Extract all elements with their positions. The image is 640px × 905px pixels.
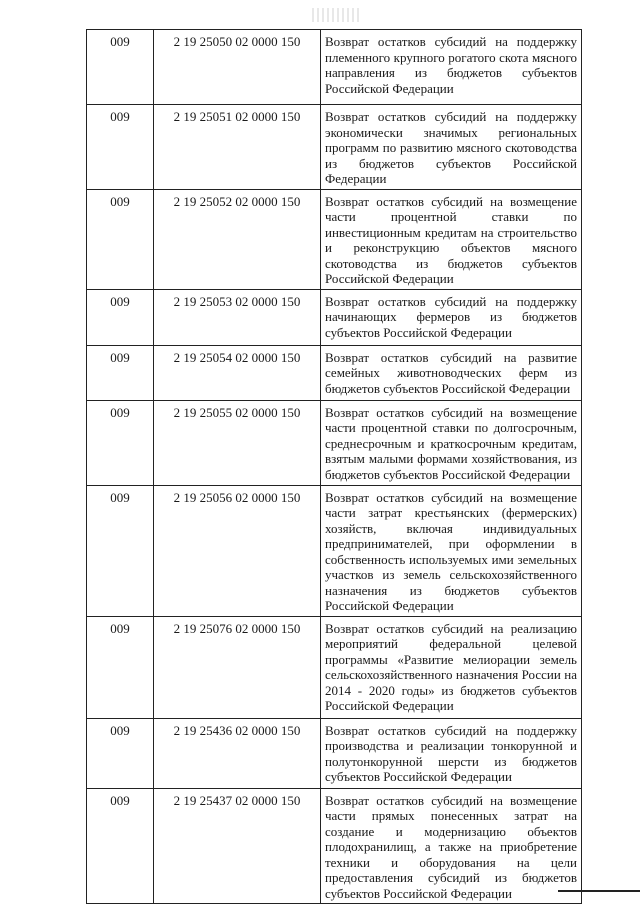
admin-code-cell: 009	[87, 718, 154, 788]
table-row	[87, 189, 582, 289]
page-bottom-rule	[558, 890, 640, 892]
description-cell: Возврат остатков субсидий на поддержку экономически значимых региональных программ по развитию мясного скотоводства из бюджетов субъектов Российской Федерации	[321, 105, 582, 190]
description-cell: Возврат остатков субсидий на возмещение части затрат крестьянских (фермерских) хозяйств, включая индивидуальных предпринимателей, при оформлении в собственность используемых ими земельных участков из земель сельскохозяйственного назначения из бюджетов субъектов Российской Федерации	[321, 485, 582, 616]
admin-code-cell: 009	[87, 189, 154, 289]
description-cell: Возврат остатков субсидий на возмещение части процентной ставки по долгосрочным, среднесрочным и краткосрочным кредитам, взятым малыми формами хозяйствования, из бюджетов субъектов Российской Федерации	[321, 400, 582, 485]
admin-code-cell: 009	[87, 345, 154, 400]
table-row	[87, 616, 582, 718]
admin-code-cell: 009	[87, 289, 154, 345]
budget-classification-table	[86, 29, 582, 904]
budget-code-cell: 2 19 25052 02 0000 150	[154, 189, 321, 289]
admin-code-cell: 009	[87, 30, 154, 105]
table-row	[87, 105, 582, 190]
description-cell: Возврат остатков субсидий на поддержку племенного крупного рогатого скота мясного направления из бюджетов субъектов Российской Федерации	[321, 30, 582, 105]
budget-code-cell: 2 19 25056 02 0000 150	[154, 485, 321, 616]
table-row	[87, 788, 582, 904]
budget-code-cell: 2 19 25076 02 0000 150	[154, 616, 321, 718]
budget-code-cell: 2 19 25054 02 0000 150	[154, 345, 321, 400]
table-row	[87, 345, 582, 400]
scan-artifact	[312, 8, 360, 22]
description-cell: Возврат остатков субсидий на поддержку начинающих фермеров из бюджетов субъектов Российской Федерации	[321, 289, 582, 345]
description-cell: Возврат остатков субсидий на возмещение части процентной ставки по инвестиционным кредитам на строительство и реконструкцию объектов мясного скотоводства из бюджетов субъектов Российской Федерации	[321, 189, 582, 289]
admin-code-cell: 009	[87, 105, 154, 190]
description-cell: Возврат остатков субсидий на поддержку производства и реализации тонкорунной и полутонкорунной шерсти из бюджетов субъектов Российской Федерации	[321, 718, 582, 788]
description-cell: Возврат остатков субсидий на реализацию мероприятий федеральной целевой программы «Развитие мелиорации земель сельскохозяйственного назначения России на 2014 - 2020 годы» из бюджетов субъектов Российской Федерации	[321, 616, 582, 718]
budget-code-cell: 2 19 25055 02 0000 150	[154, 400, 321, 485]
budget-code-cell: 2 19 25436 02 0000 150	[154, 718, 321, 788]
table-row	[87, 289, 582, 345]
table-row	[87, 718, 582, 788]
table-row	[87, 400, 582, 485]
description-cell: Возврат остатков субсидий на развитие семейных животноводческих ферм из бюджетов субъектов Российской Федерации	[321, 345, 582, 400]
admin-code-cell: 009	[87, 616, 154, 718]
budget-code-cell: 2 19 25051 02 0000 150	[154, 105, 321, 190]
table-row	[87, 30, 582, 105]
budget-code-cell: 2 19 25053 02 0000 150	[154, 289, 321, 345]
description-cell: Возврат остатков субсидий на возмещение части прямых понесенных затрат на создание и модернизацию объектов плодохранилищ, а также на приобретение техники и оборудования на цели предоставления субсидий из бюджетов субъектов Российской Федерации	[321, 788, 582, 904]
budget-code-cell: 2 19 25050 02 0000 150	[154, 30, 321, 105]
budget-code-cell: 2 19 25437 02 0000 150	[154, 788, 321, 904]
table-row	[87, 485, 582, 616]
admin-code-cell: 009	[87, 788, 154, 904]
admin-code-cell: 009	[87, 485, 154, 616]
admin-code-cell: 009	[87, 400, 154, 485]
